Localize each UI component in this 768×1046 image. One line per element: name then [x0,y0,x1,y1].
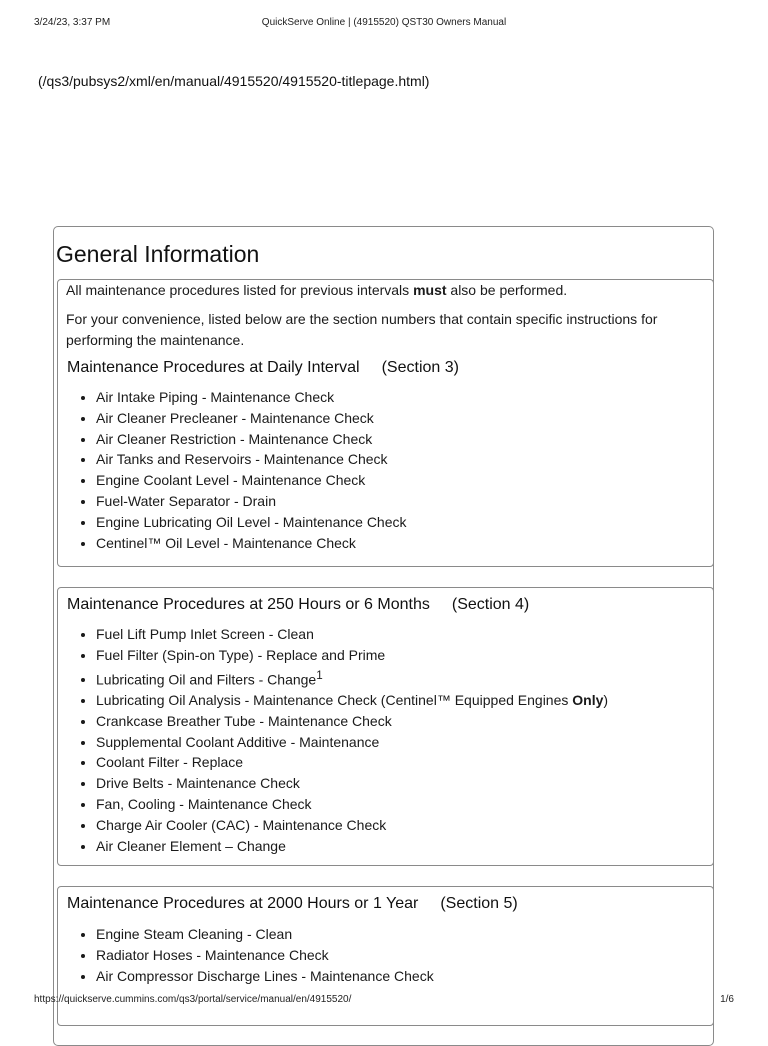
list-item: • Engine Coolant Level - Maintenance Check [96,470,407,491]
emphasis-only: Only [572,692,604,709]
list-item: • Fuel Lift Pump Inlet Screen - Clean [96,624,608,645]
list-item: • Fuel-Water Separator - Drain [96,491,407,512]
print-page-title: QuickServe Online | (4915520) QST30 Owners Manual [261,17,507,28]
list-item: • Engine Lubricating Oil Level - Maintenance Check [96,512,407,533]
footnote-marker: 1 [316,668,323,682]
list-item: • Air Cleaner Precleaner - Maintenance Check [96,408,407,429]
list-item: • Air Tanks and Reservoirs - Maintenance Check [96,449,407,470]
list-item: • Coolant Filter - Replace [96,752,608,773]
list-item: • Lubricating Oil and Filters - Change$^1$ [96,666,608,690]
250-hours-procedure-list [78,624,608,856]
list-item: • Air Compressor Discharge Lines - Maintenance Check [96,966,434,987]
daily-procedure-list [78,387,407,553]
list-item: • Radiator Hoses - Maintenance Check [96,945,434,966]
2000-hours-procedure-list [78,924,434,986]
intro-convenience: For your convenience, listed below are the section numbers that contain specific instructions for performing the maintenance. [66,311,658,348]
daily-interval-heading: Maintenance Procedures at Daily Interval (Section 3) [67,359,459,376]
list-item: • Fuel Filter (Spin-on Type) - Replace and Prime [96,645,608,666]
2000-hours-heading: Maintenance Procedures at 2000 Hours or 1 Year (Section 5) [67,895,518,912]
list-item: • Engine Steam Cleaning - Clean [96,924,434,945]
page-number: 1/6 [720,994,734,1005]
intro-previous-intervals: All maintenance procedures listed for previous intervals must also be performed. [66,282,568,298]
print-datetime: 3/24/23, 3:37 PM [34,17,111,28]
2000-hours-section-number: (Section 5) [440,895,518,912]
daily-section-number: (Section 3) [381,359,459,376]
general-information-title: General Information [56,241,260,267]
250-hours-heading: Maintenance Procedures at 250 Hours or 6 Months (Section 4) [67,596,530,613]
list-item: • Crankcase Breather Tube - Maintenance Check [96,711,608,732]
list-item: • Drive Belts - Maintenance Check [96,773,608,794]
list-item: • Air Intake Piping - Maintenance Check [96,387,407,408]
list-item: • Lubricating Oil Analysis - Maintenance Check (Centinel™ Equipped Engines Only) [96,690,608,711]
list-item: • Supplemental Coolant Additive - Maintenance [96,732,608,753]
list-item: • Air Cleaner Element – Change [96,836,608,857]
list-item: • Centinel™ Oil Level - Maintenance Check [96,533,407,554]
250-hours-section-number: (Section 4) [451,596,530,613]
list-item: • Charge Air Cooler (CAC) - Maintenance Check [96,815,608,836]
list-item: • Fan, Cooling - Maintenance Check [96,794,608,815]
source-path-link[interactable]: (/qs3/pubsys2/xml/en/manual/4915520/4915520-titlepage.html) [38,73,430,89]
emphasis-must: must [413,282,447,298]
print-footer-url: https://quickserve.cummins.com/qs3/portal/service/manual/en/4915520/ [34,994,352,1005]
list-item: • Air Cleaner Restriction - Maintenance Check [96,429,407,450]
